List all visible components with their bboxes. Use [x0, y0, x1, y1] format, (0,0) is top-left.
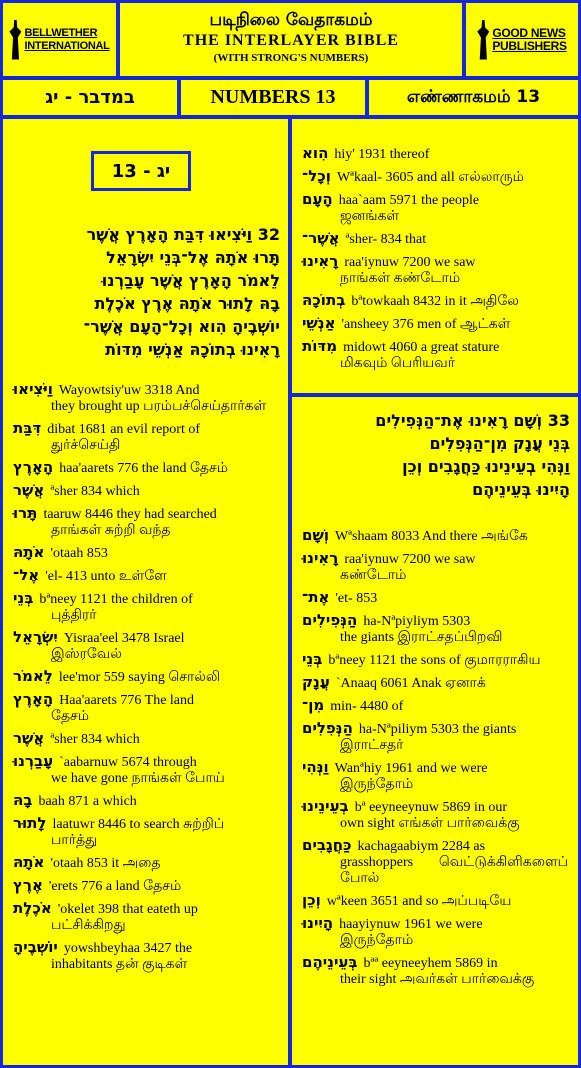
hebrew-word: אֹתָהּ	[13, 543, 45, 561]
gloss-text: Yisraa'eel 3478 Israel	[63, 631, 185, 646]
hebrew-word: בְּעֵינֵיהֶם	[302, 953, 358, 971]
word-entry	[3, 877, 288, 895]
hebrew-word: מִן־	[302, 696, 325, 714]
gloss-continuation: we have gone நாங்கள் போய்	[51, 771, 225, 786]
hebrew-word: אֶת־	[302, 588, 330, 606]
gloss-text: min- 4480 of	[330, 699, 404, 714]
hebrew-word: מִדּוֹת	[302, 337, 338, 355]
verse-line: יוֹשְׁבֶיהָ הִוא וְכָל־הָעָם אֲשֶׁר־	[83, 317, 280, 336]
verse-32	[3, 223, 288, 361]
chapter-box	[91, 151, 191, 191]
hebrew-word: הָאָרֶץ	[13, 690, 54, 708]
title-english: THE INTERLAYER BIBLE	[183, 32, 399, 49]
word-entry	[292, 527, 578, 545]
word-entry	[292, 612, 578, 646]
hebrew-word: אֶרֶץ	[13, 876, 43, 894]
gloss-text: baah 871 a which	[38, 794, 137, 809]
gloss-text: 'erets 776 a land தேசம்	[48, 879, 182, 894]
gloss-text: 'otaah 853	[50, 546, 108, 561]
hebrew-word: לֵאמֹר	[13, 667, 53, 685]
gloss-continuation: இருந்தோம்	[340, 933, 414, 948]
word-entry	[3, 381, 288, 415]
word-entry	[3, 939, 288, 973]
word-entry	[292, 292, 578, 310]
verse-line: לֵאמֹר הָאָרֶץ אֲשֶׁר עָבַרְנוּ	[101, 271, 280, 290]
hebrew-word: הָאָרֶץ	[13, 458, 54, 476]
gloss-text: dibat 1681 an evil report of	[47, 422, 201, 437]
gloss-text: wªkeen 3651 and so அப்படியே	[326, 894, 512, 909]
gloss-text: ªsher 834 which	[50, 732, 140, 747]
word-entry	[292, 550, 578, 584]
gloss-continuation: துர்ச்செய்தி	[51, 438, 121, 453]
gloss-continuation: own sight எங்கள் பார்வைக்கு	[340, 816, 520, 831]
word-entry	[292, 759, 578, 793]
word-entry	[3, 420, 288, 454]
word-entry	[292, 720, 578, 754]
title-tamil: படிநிலை வேதாகமம்	[209, 10, 373, 30]
hebrew-word: רָאִינוּ	[302, 549, 339, 567]
bar-tamil	[369, 80, 578, 115]
hebrew-word: הַנְּפִילִים	[302, 611, 358, 629]
word-entry	[292, 837, 578, 887]
bellwether-logo	[3, 3, 116, 76]
gloss-text: ªsher- 834 that	[345, 232, 427, 247]
verse-line: 33 וְשָׁם רָאִינוּ אֶת־הַנְּפִילִים	[375, 411, 570, 430]
right-bottom-column	[292, 397, 578, 1065]
hebrew-word: הָעָם	[302, 190, 333, 208]
gloss-continuation: grasshoppers வெட்டுக்கிளிகளைப் போல்	[340, 855, 568, 886]
figure-icon	[9, 20, 21, 60]
gloss-text: laatuwr 8446 to search சுற்றிப்	[52, 817, 225, 832]
bar-hebrew-text: במדבר - יג	[45, 87, 135, 108]
gloss-text: Haa'aarets 776 The land	[59, 693, 195, 708]
right-bottom-entries	[292, 527, 578, 993]
gloss-text: hiy' 1931 thereof	[334, 147, 430, 162]
verse-line: תָּרוּ אֹתָהּ אֶל־בְּנֵי יִשְׂרָאֵל	[106, 248, 280, 267]
verse-line: הָיִינוּ בְּעֵינֵיהֶם	[472, 480, 570, 499]
gloss-text: `aabarnuw 5674 through	[59, 755, 197, 770]
hebrew-word: עֲנָק	[302, 673, 330, 691]
hebrew-word: אֲשֶׁר־	[302, 229, 340, 247]
good-news-logo	[466, 3, 578, 76]
word-entry	[3, 590, 288, 624]
left-column	[3, 119, 288, 1065]
hebrew-word: אֶל־	[13, 566, 40, 584]
right-logo-line2: PUBLISHERS	[492, 38, 567, 53]
hebrew-word: יִשְׂרָאֵל	[13, 628, 58, 646]
gloss-continuation: இராட்சதர்	[340, 738, 404, 753]
word-entry	[292, 338, 578, 372]
gloss-text: 'el- 413 unto உள்ளே	[45, 569, 167, 584]
hebrew-word: עָבַרְנוּ	[13, 752, 54, 770]
hebrew-word: וְשָׁם	[302, 526, 329, 544]
hebrew-word: אֲשֶׁר	[13, 729, 45, 747]
gloss-continuation: பார்த்து	[51, 833, 98, 848]
gloss-continuation: இஸ்ரவேல்	[51, 647, 122, 662]
hebrew-word: בְתוֹכָהּ	[302, 291, 346, 309]
left-entries	[3, 381, 288, 978]
word-entry	[3, 753, 288, 787]
verse-line: בָהּ לָתוּר אֹתָהּ אֶרֶץ אֹכֶלֶת	[94, 294, 280, 313]
gloss-continuation: they brought up பரம்பச்செய்தார்கள்	[51, 399, 267, 414]
hebrew-word: וְכָל־	[302, 167, 331, 185]
verse-line: רָאִינוּ בְתוֹכָהּ אַנְשֵׁי מִדּוֹת	[105, 340, 280, 359]
word-entry	[292, 892, 578, 910]
word-entry	[3, 629, 288, 663]
word-entry	[292, 651, 578, 669]
word-entry	[3, 691, 288, 725]
verse-line: בְּנֵי עֲנָק מִן־הַנְּפִלִים	[429, 434, 570, 453]
word-entry	[292, 253, 578, 287]
gloss-text: bªª eeyneeyhem 5869 in	[363, 956, 498, 971]
gloss-continuation: ஜனங்கள்	[340, 209, 400, 224]
gloss-continuation: inhabitants தன் குடிகள்	[51, 957, 188, 972]
gloss-text: haa'aarets 776 the land தேசம்	[59, 461, 229, 476]
word-entry	[292, 798, 578, 832]
gloss-text: Wªshaam 8033 And there அங்கே	[334, 529, 528, 544]
word-entry	[3, 815, 288, 849]
word-entry	[3, 668, 288, 686]
word-entry	[3, 730, 288, 748]
word-entry	[292, 168, 578, 186]
subtitle: (WITH STRONG'S NUMBERS)	[213, 52, 369, 64]
word-entry	[292, 954, 578, 988]
title-block	[120, 3, 462, 76]
hebrew-word: וַנְּהִי	[302, 758, 329, 776]
hebrew-word: אַנְשֵׁי	[302, 314, 336, 332]
gloss-continuation: புத்திரர்	[51, 608, 97, 623]
hebrew-word: לָתוּר	[13, 814, 47, 832]
verse-33	[292, 409, 578, 501]
gloss-text: haayiynuw 1961 we were	[339, 917, 483, 932]
hebrew-word: אֹתָהּ	[13, 853, 45, 871]
gloss-continuation: கண்டோம்	[340, 568, 407, 583]
word-entry	[292, 315, 578, 333]
gloss-text: Wªkaal- 3605 and all எல்லாரும்	[336, 170, 524, 185]
word-entry	[3, 544, 288, 562]
gloss-text: bªneey 1121 the sons of குமாரராகிய	[328, 653, 541, 668]
gloss-text: 'otaah 853 it அதை	[50, 856, 161, 871]
hebrew-word: אֹכֶלֶת	[13, 899, 52, 917]
hebrew-word: יוֹשְׁבֶיהָ	[13, 938, 58, 956]
word-entry	[3, 505, 288, 539]
hebrew-word: וַיֹּצִיאוּ	[13, 380, 53, 398]
word-entry	[292, 145, 578, 163]
gloss-text: ha-Nªpiyliym 5303	[363, 614, 471, 629]
gloss-text: 'et- 853	[335, 591, 378, 606]
word-entry	[292, 697, 578, 715]
hebrew-word: וְכֵן	[302, 891, 321, 909]
hebrew-word: בְּנֵי	[302, 650, 323, 668]
word-entry	[3, 900, 288, 934]
chapter-box-text: יג - 13	[111, 160, 171, 182]
bar-english-text: NUMBERS 13	[210, 86, 336, 108]
gloss-text: haa`aam 5971 the people	[338, 193, 480, 208]
bar-english	[181, 80, 365, 115]
gloss-text: 'okelet 398 that eateth up	[57, 902, 198, 917]
gloss-continuation: the giants இராட்சதப்பிறவி	[340, 630, 503, 645]
right-top-entries	[292, 145, 578, 377]
gloss-text: Wayowtsiy'uw 3318 And	[58, 383, 200, 398]
word-entry	[3, 459, 288, 477]
gloss-text: `Anaaq 6061 Anak ஏனாக்	[335, 676, 486, 691]
left-logo-line2: INTERNATIONAL	[24, 39, 110, 52]
gloss-continuation: இருந்தோம்	[340, 777, 414, 792]
gloss-text: kachagaabiym 2284 as	[357, 839, 486, 854]
bar-hebrew	[3, 80, 177, 115]
hebrew-word: הָיִינוּ	[302, 914, 334, 932]
gloss-text: yowshbeyhaa 3427 the	[63, 941, 193, 956]
right-top-column	[292, 119, 578, 393]
hebrew-word: תָּרוּ	[13, 504, 38, 522]
gloss-text: taaruw 8446 they had searched	[43, 507, 217, 522]
gloss-continuation: மிகவும் பெரியவர்	[340, 356, 456, 371]
hebrew-word: כַּחֲגָבִים	[302, 836, 352, 854]
hebrew-word: בָהּ	[13, 791, 33, 809]
verse-line: 32 וַיֹּצִיאוּ דִּבַּת הָאָרֶץ אֲשֶׁר	[86, 225, 280, 244]
verse-line: וַנְּהִי בְעֵינֵינוּ כַּחֲגָבִים וְכֵן	[402, 457, 570, 476]
hebrew-word: אֲשֶׁר	[13, 481, 45, 499]
word-entry	[3, 854, 288, 872]
word-entry	[292, 191, 578, 225]
gloss-text: ha-Nªpiliym 5303 the giants	[358, 722, 517, 737]
gloss-continuation: their sight அவர்கள் பார்வைக்கு	[340, 972, 535, 987]
gloss-text: Wanªhiy 1961 and we were	[334, 761, 488, 776]
gloss-text: raa'iynuw 7200 we saw	[344, 552, 476, 567]
gloss-text: ªsher 834 which	[50, 484, 140, 499]
gloss-text: raa'iynuw 7200 we saw	[344, 255, 476, 270]
figure-icon	[477, 20, 489, 60]
hebrew-word: דִּבַּת	[13, 419, 42, 437]
left-logo-line1: BELLWETHER	[24, 26, 98, 39]
word-entry	[292, 915, 578, 949]
word-entry	[3, 567, 288, 585]
gloss-text: 'ansheey 376 men of ஆட்கள்	[341, 317, 511, 332]
word-entry	[3, 792, 288, 810]
bar-tamil-text: எண்ணாகமம் 13	[406, 86, 541, 107]
word-entry	[292, 230, 578, 248]
hebrew-word: הִוא	[302, 144, 329, 162]
gloss-text: midowt 4060 a great stature	[343, 340, 500, 355]
word-entry	[292, 589, 578, 607]
hebrew-word: בְעֵינֵינוּ	[302, 797, 349, 815]
right-logo-line1: GOOD NEWS	[492, 25, 566, 40]
hebrew-word: בְּנֵי	[13, 589, 34, 607]
gloss-text: bªtowkaah 8432 in it அதிலே	[351, 294, 519, 309]
hebrew-word: הַנְּפִלִים	[302, 719, 353, 737]
gloss-text: bª eeyneeynuw 5869 in our	[354, 800, 508, 815]
gloss-continuation: நாங்கள் கண்டோம்	[340, 271, 461, 286]
hebrew-word: רָאִינוּ	[302, 252, 339, 270]
word-entry	[292, 674, 578, 692]
gloss-text: bªneey 1121 the children of	[39, 592, 193, 607]
gloss-continuation: பட்சிக்கிறது	[51, 918, 126, 933]
gloss-continuation: தேசம்	[51, 709, 90, 724]
word-entry	[3, 482, 288, 500]
gloss-continuation: தாங்கள் சுற்றி வந்த	[51, 523, 171, 538]
gloss-text: lee'mor 559 saying சொல்லி	[58, 670, 221, 685]
